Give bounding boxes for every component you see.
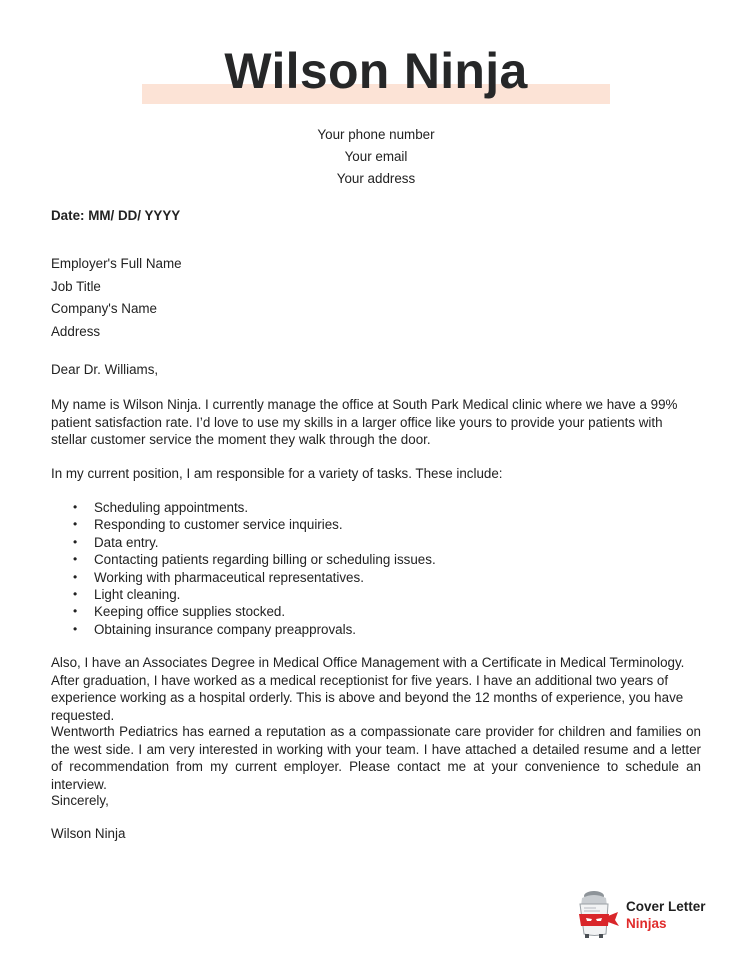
task-list [51, 499, 436, 638]
name-header [0, 42, 748, 112]
bullet-icon: • [73, 534, 78, 549]
recipient-address: Address [51, 324, 101, 340]
task-text: Keeping office supplies stocked. [94, 604, 286, 620]
contact-block [0, 124, 748, 190]
recipient-name: Employer's Full Name [51, 256, 182, 271]
bullet-icon: • [73, 604, 78, 619]
body-paragraph-closing: Wentworth Pediatrics has earned a reputation as a compassionate care provider for children and families on the west side. I am very interested in working with your team. I have attached a detailed resume and a letter of recommendation from my current employer. Please contact me at your convenience to schedule an interview. [51, 724, 701, 792]
task-list-item [51, 551, 436, 568]
task-text: Working with pharmaceutical representatives. [94, 569, 364, 585]
task-list-item [51, 621, 436, 638]
task-list-item [51, 516, 436, 533]
body-paragraph-education: Also, I have an Associates Degree in Medical Office Management with a Certificate in Medical Terminology. After graduation, I have worked as a medical receptionist for five years. I have an additional two years of experience working as a hospital orderly. This is above and beyond the 12 months of experience, you have requested. [51, 655, 685, 723]
brand-name-line1: Cover Letter [626, 899, 706, 914]
bullet-icon: • [73, 587, 78, 602]
brand-name [626, 899, 706, 932]
task-text: Responding to customer service inquiries. [94, 517, 343, 533]
recipient-job-title: Job Title [51, 278, 101, 294]
brand-logo-block [574, 888, 724, 944]
signature-name: Wilson Ninja [51, 826, 126, 841]
task-text: Scheduling appointments. [94, 500, 249, 515]
contact-phone: Your phone number [317, 127, 435, 142]
salutation: Dear Dr. Williams, [51, 362, 159, 377]
task-text: Light cleaning. [94, 587, 181, 603]
bullet-icon: • [73, 517, 78, 532]
recipient-block [51, 253, 182, 344]
letter-date: Date: MM/ DD/ YYYY [51, 208, 181, 223]
bullet-icon: • [73, 621, 78, 636]
bullet-icon: • [73, 569, 78, 584]
brand-name-line2: Ninjas [626, 915, 667, 931]
task-list-item [51, 586, 436, 603]
contact-address: Your address [336, 171, 416, 186]
closing-phrase: Sincerely, [51, 793, 109, 808]
body-paragraph-intro: My name is Wilson Ninja. I currently manage the office at South Park Medical clinic where we have a 99% patient satisfaction rate. I’d love to use my skills in a larger office like yours to provide your patients with stellar customer service the moment they walk through the door. [51, 397, 678, 447]
task-list-item [51, 603, 436, 620]
task-text: Obtaining insurance company preapprovals. [94, 621, 357, 637]
bullet-icon: • [73, 500, 78, 514]
task-list-item [51, 569, 436, 586]
bullet-icon: • [73, 552, 78, 567]
applicant-name: Wilson Ninja [224, 43, 528, 99]
task-list-item [51, 534, 436, 551]
ninja-letter-mascot-icon [574, 888, 620, 940]
task-list-item [51, 499, 436, 516]
body-paragraph-tasks-intro: In my current position, I am responsible for a variety of tasks. These include: [51, 466, 503, 481]
recipient-company: Company's Name [51, 301, 158, 317]
contact-email: Your email [344, 149, 408, 164]
task-text: Contacting patients regarding billing or scheduling issues. [94, 552, 436, 568]
task-text: Data entry. [94, 534, 159, 550]
